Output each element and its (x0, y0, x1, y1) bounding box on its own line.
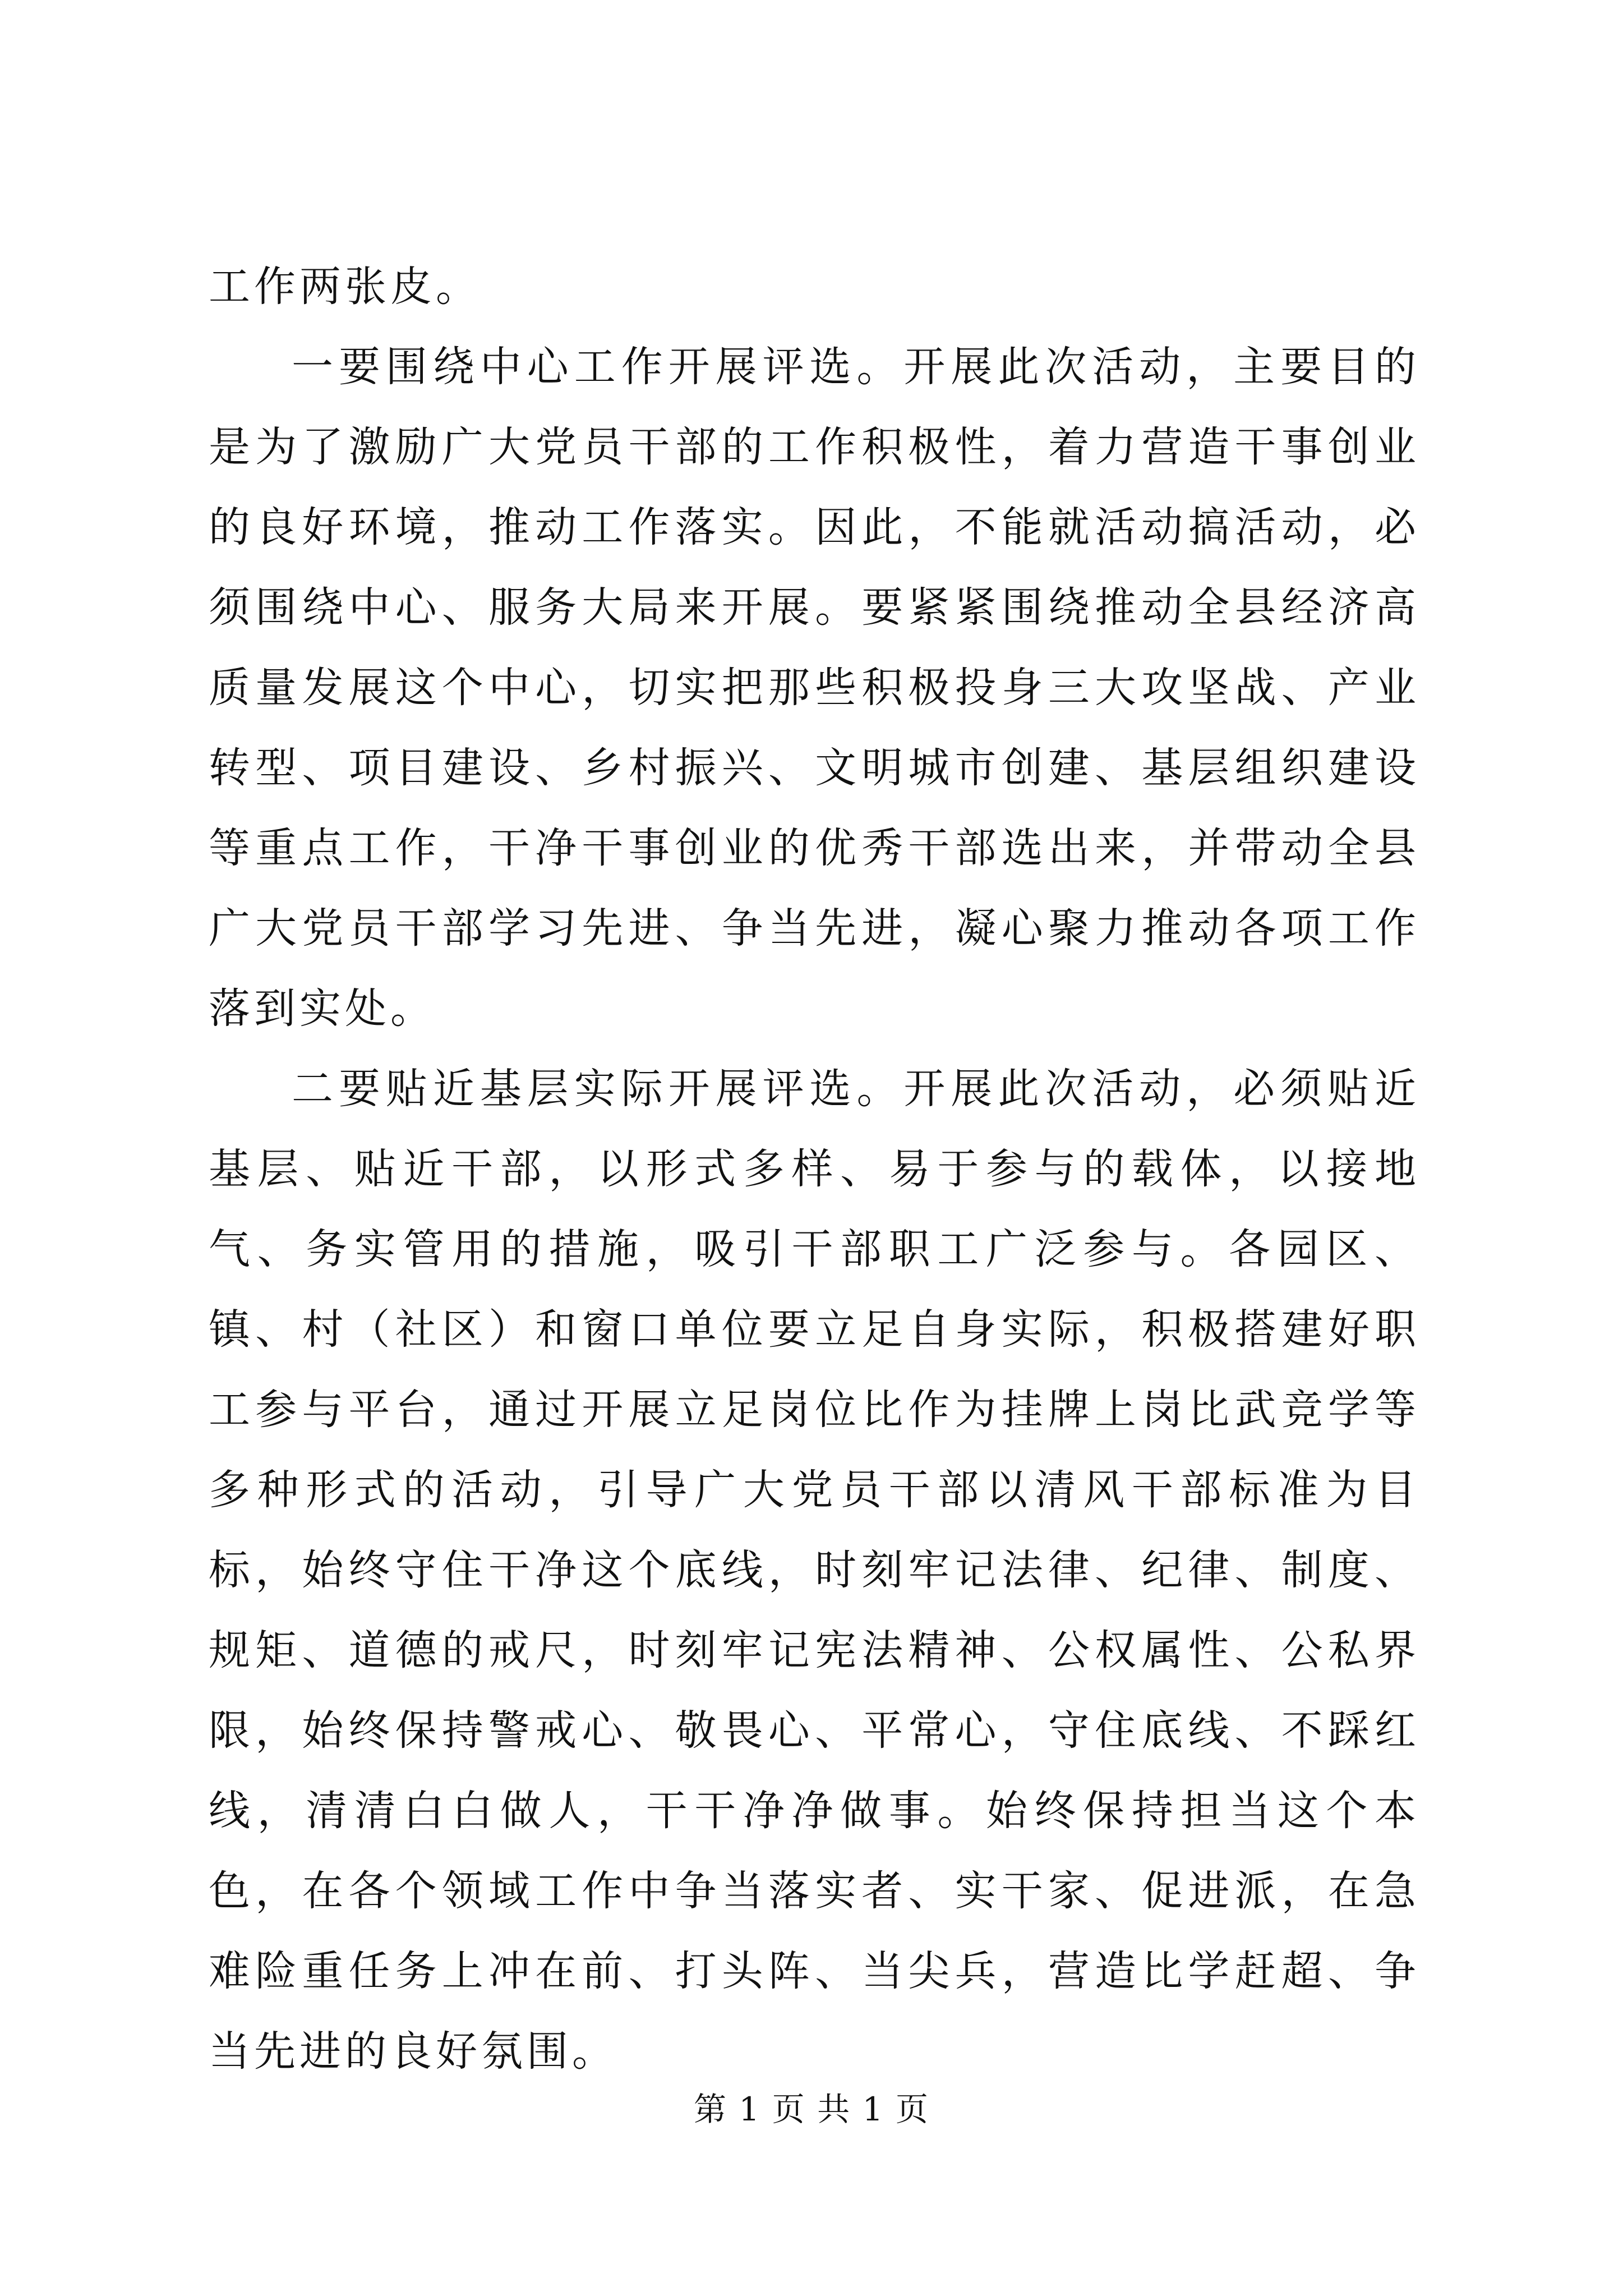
paragraph-center-work: 一要围绕中心工作开展评选。开展此次活动，主要目的是为了激励广大党员干部的工作积极性，着力营造干事创业的良好环境，推动工作落实。因此，不能就活动搞活动，必须围绕中心、服务大局来开展。要紧紧围绕推动全县经济高质量发展这个中心，切实把那些积极投身三大攻坚战、产业转型、项目建设、乡村振兴、文明城市创建、基层组织建设等重点工作，干净干事创业的优秀干部选出来，并带动全县广大党员干部学习先进、争当先进，凝心聚力推动各项工作落到实处。 (209, 343, 1420, 1033)
page-footer: 第 1 页 共 1 页 (694, 2090, 929, 2128)
document-body (209, 247, 1420, 2092)
paragraph-continuation: 工作两张皮。 (209, 263, 481, 311)
paragraph-grassroots: 二要贴近基层实际开展评选。开展此次活动，必须贴近基层、贴近干部，以形式多样、易于参与的载体，以接地气、务实管用的措施，吸引干部职工广泛参与。各园区、镇、村（社区）和窗口单位要立足自身实际，积极搭建好职工参与平台，通过开展立足岗位比作为挂牌上岗比武竞学等多种形式的活动，引导广大党员干部以清风干部标准为目标，始终守住干净这个底线，时刻牢记法律、纪律、制度、规矩、道德的戒尺，时刻牢记宪法精神、公权属性、公私界限，始终保持警戒心、敬畏心、平常心，守住底线、不踩红线，清清白白做人，干干净净做事。始终保持担当这个本色，在各个领域工作中争当落实者、实干家、促进派，在急难险重任务上冲在前、打头阵、当尖兵，营造比学赶超、争当先进的良好氛围。 (209, 1065, 1420, 2076)
